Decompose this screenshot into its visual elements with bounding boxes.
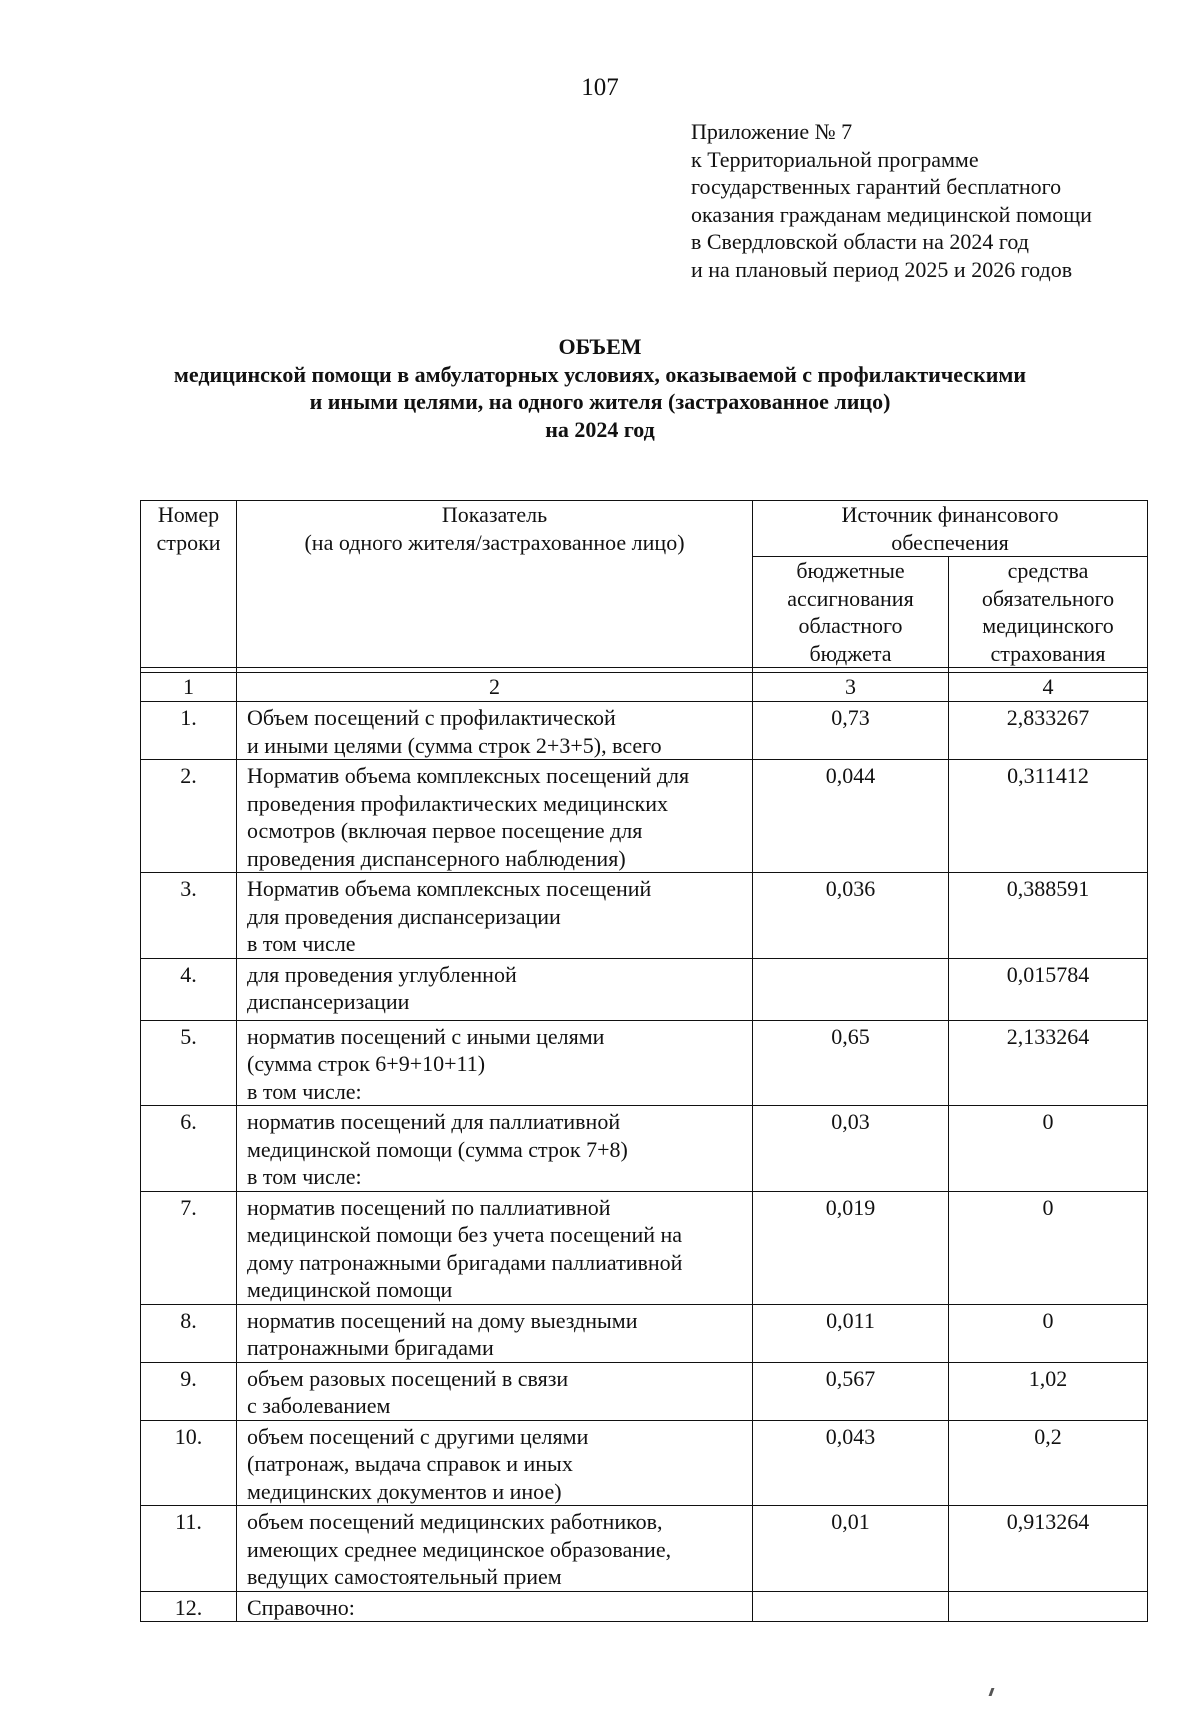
indicator-text: (патронаж, выдача справок и иных (247, 1451, 573, 1476)
column-number: 2 (237, 673, 753, 702)
annex-line: и на плановый период 2025 и 2026 годов (691, 256, 1073, 282)
budget-value: 0,019 (753, 1191, 949, 1304)
indicator-text: Справочно: (247, 1594, 355, 1620)
header-indicator (237, 501, 753, 668)
budget-value: 0,01 (753, 1506, 949, 1592)
row-number: 5. (141, 1020, 237, 1106)
header-text: ассигнования (787, 585, 914, 611)
budget-value: 0,73 (753, 702, 949, 760)
indicator-cell (237, 1420, 753, 1506)
row-number: 2. (141, 760, 237, 873)
oms-value: 0 (949, 1304, 1148, 1362)
title-line: ОБЪЕМ (558, 334, 642, 359)
header-text: средства (1007, 558, 1089, 583)
indicator-cell (237, 1506, 753, 1592)
oms-value: 0 (949, 1106, 1148, 1192)
budget-value: 0,044 (753, 760, 949, 873)
row-number: 12. (141, 1591, 237, 1622)
row-number: 10. (141, 1420, 237, 1506)
header-text: строки (156, 529, 221, 555)
indicator-text: норматив посещений для паллиативной (247, 1109, 621, 1134)
header-row-number (141, 501, 237, 668)
table-row (141, 1191, 1148, 1304)
indicator-text: ведущих самостоятельный прием (247, 1564, 562, 1589)
header-text: страхования (990, 640, 1106, 666)
volume-table (140, 500, 1148, 1622)
indicator-text: дому патронажными бригадами паллиативной (247, 1249, 683, 1275)
indicator-text: диспансеризации (247, 989, 410, 1014)
oms-value: 2,133264 (949, 1020, 1148, 1106)
header-text: Номер (157, 502, 220, 527)
row-number: 9. (141, 1362, 237, 1420)
indicator-text: медицинской помощи (247, 1277, 453, 1302)
header-financing-source (753, 501, 1148, 557)
annex-line: в Свердловской области на 2024 год (691, 229, 1029, 254)
table-row (141, 1106, 1148, 1192)
budget-value: 0,65 (753, 1020, 949, 1106)
oms-value: 0,311412 (949, 760, 1148, 873)
header-budget (753, 557, 949, 668)
indicator-text: патронажными бригадами (247, 1335, 494, 1360)
indicator-text: имеющих среднее медицинское образование, (247, 1536, 672, 1562)
annex-block (691, 118, 1092, 283)
indicator-cell (237, 1362, 753, 1420)
indicator-text: в том числе: (247, 1164, 362, 1189)
indicator-cell (237, 1591, 753, 1622)
indicator-cell (237, 760, 753, 873)
column-numbers-row (141, 673, 1148, 702)
row-number: 3. (141, 873, 237, 959)
title-line: медицинской помощи в амбулаторных условиях, оказываемой с профилактическими (173, 361, 1027, 387)
indicator-text: объем разовых посещений в связи (247, 1365, 569, 1391)
indicator-text: медицинской помощи без учета посещений на (247, 1222, 683, 1247)
indicator-cell (237, 1191, 753, 1304)
oms-value: 1,02 (949, 1362, 1148, 1420)
header-text: Источник финансового (841, 502, 1059, 527)
indicator-cell (237, 1020, 753, 1106)
budget-value (753, 1591, 949, 1622)
table-header-row (141, 501, 1148, 557)
budget-value: 0,043 (753, 1420, 949, 1506)
indicator-text: для проведения диспансеризации (247, 903, 561, 929)
table-row (141, 1304, 1148, 1362)
header-text: (на одного жителя/застрахованное лицо) (304, 529, 685, 555)
budget-value: 0,03 (753, 1106, 949, 1192)
table-row (141, 958, 1148, 1020)
indicator-text: медицинских документов и иное) (247, 1478, 562, 1504)
indicator-text: объем посещений с другими целями (247, 1423, 589, 1449)
header-text: бюджетные (796, 558, 905, 583)
row-number: 6. (141, 1106, 237, 1192)
indicator-text: Норматив объема комплексных посещений (247, 876, 652, 901)
header-oms (949, 557, 1148, 668)
annex-line: Приложение № 7 (691, 119, 853, 144)
indicator-cell (237, 873, 753, 959)
table-row (141, 702, 1148, 760)
indicator-text: в том числе (247, 931, 356, 956)
document-title (0, 333, 1200, 443)
indicator-text: проведения профилактических медицинских (247, 790, 668, 816)
header-text: обеспечения (891, 529, 1009, 555)
header-text: обязательного (981, 585, 1115, 611)
budget-value: 0,036 (753, 873, 949, 959)
indicator-cell (237, 958, 753, 1020)
budget-value (753, 958, 949, 1020)
row-number: 11. (141, 1506, 237, 1592)
indicator-cell (237, 1304, 753, 1362)
annex-line: государственных гарантий бесплатного (691, 174, 1062, 199)
row-number: 8. (141, 1304, 237, 1362)
table-row (141, 760, 1148, 873)
row-number: 1. (141, 702, 237, 760)
indicator-text: норматив посещений с иными целями (247, 1023, 605, 1049)
oms-value: 0,913264 (949, 1506, 1148, 1592)
oms-value: 0,388591 (949, 873, 1148, 959)
header-text: областного (798, 613, 903, 638)
indicator-text: Норматив объема комплексных посещений для (247, 763, 690, 788)
ink-mark (989, 1688, 995, 1696)
indicator-text: норматив посещений по паллиативной (247, 1194, 611, 1220)
column-number: 3 (753, 673, 949, 702)
column-number: 1 (141, 673, 237, 702)
title-line: на 2024 год (545, 416, 655, 442)
row-number: 7. (141, 1191, 237, 1304)
indicator-text: и иными целями (сумма строк 2+3+5), всего (247, 732, 662, 758)
row-number: 4. (141, 958, 237, 1020)
budget-value: 0,011 (753, 1304, 949, 1362)
oms-value: 2,833267 (949, 702, 1148, 760)
header-text: медицинского (982, 613, 1114, 638)
table-row (141, 1362, 1148, 1420)
indicator-text: медицинской помощи (сумма строк 7+8) (247, 1136, 628, 1162)
indicator-text: с заболеванием (247, 1393, 391, 1418)
indicator-text: норматив посещений на дому выездными (247, 1307, 638, 1333)
header-text: бюджета (809, 640, 892, 666)
oms-value: 0,015784 (949, 958, 1148, 1020)
oms-value: 0 (949, 1191, 1148, 1304)
indicator-text: объем посещений медицинских работников, (247, 1509, 663, 1534)
annex-line: оказания гражданам медицинской помощи (691, 201, 1092, 227)
indicator-text: Объем посещений с профилактической (247, 705, 616, 730)
indicator-text: осмотров (включая первое посещение для (247, 818, 643, 843)
table-row (141, 1420, 1148, 1506)
title-line: и иными целями, на одного жителя (застрахованное лицо) (309, 389, 891, 414)
table-row (141, 1506, 1148, 1592)
indicator-text: в том числе: (247, 1078, 362, 1104)
indicator-cell (237, 702, 753, 760)
indicator-text: для проведения углубленной (247, 961, 517, 987)
indicator-cell (237, 1106, 753, 1192)
oms-value: 0,2 (949, 1420, 1148, 1506)
table-row (141, 1591, 1148, 1622)
column-number: 4 (949, 673, 1148, 702)
budget-value: 0,567 (753, 1362, 949, 1420)
annex-line: к Территориальной программе (691, 146, 979, 172)
page-number: 107 (581, 74, 619, 101)
oms-value (949, 1591, 1148, 1622)
indicator-text: (сумма строк 6+9+10+11) (247, 1051, 486, 1076)
indicator-text: проведения диспансерного наблюдения) (247, 845, 626, 871)
table-row (141, 1020, 1148, 1106)
header-text: Показатель (441, 502, 548, 527)
table-row (141, 873, 1148, 959)
